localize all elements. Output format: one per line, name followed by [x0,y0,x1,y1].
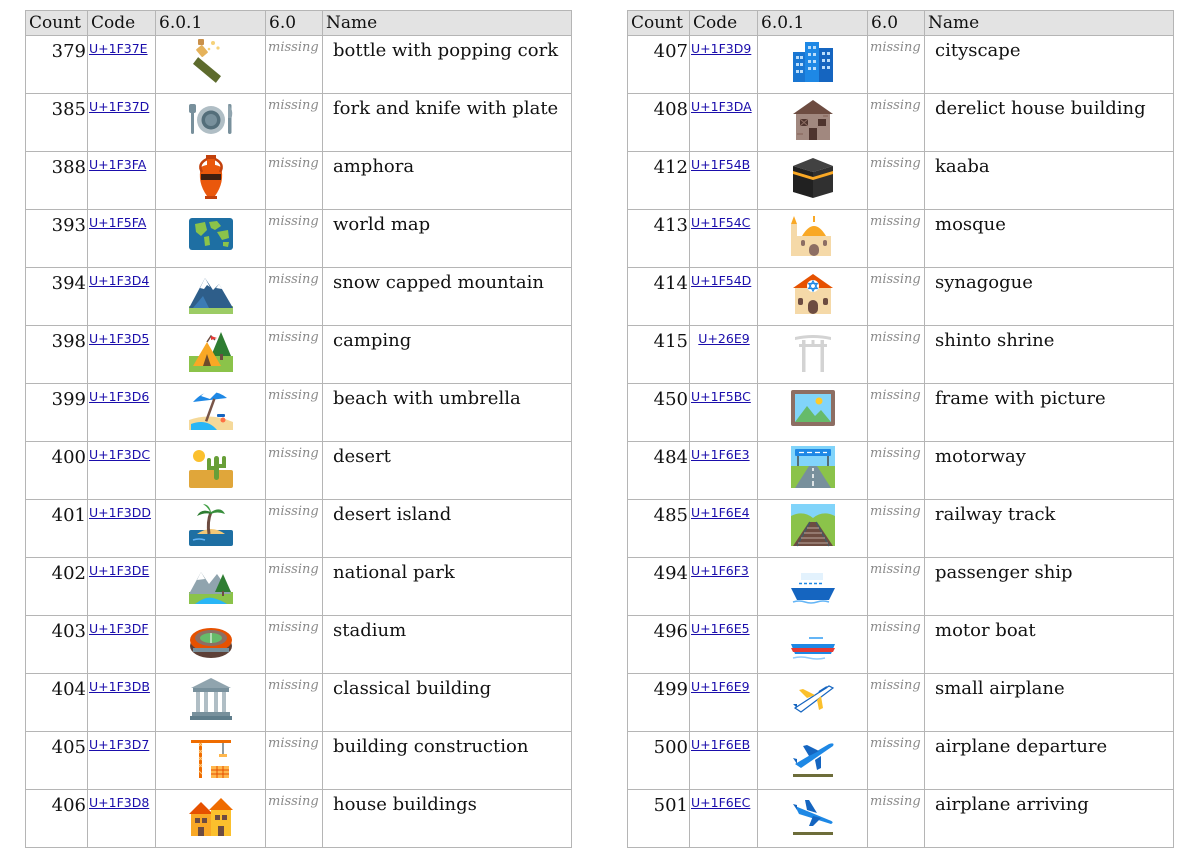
header-code: Code [690,11,758,36]
version-60-cell: missing [266,210,323,268]
emoji-image-cell [156,616,266,674]
header-code: Code [88,11,156,36]
code-link[interactable]: U+1F6E9 [691,679,750,694]
emoji-name-cell: stadium [323,616,572,674]
emoji-name-cell: railway track [925,500,1174,558]
code-cell [690,268,758,326]
code-cell [690,674,758,732]
code-cell [88,94,156,152]
desert-island-icon [187,500,235,548]
table-row [26,616,572,674]
table-row [628,500,1174,558]
version-60-cell: missing [868,268,925,326]
emoji-image-cell [156,384,266,442]
emoji-name-cell: airplane departure [925,732,1174,790]
version-60-cell: missing [868,94,925,152]
code-link[interactable]: U+1F3DD [89,505,151,520]
emoji-image-cell [156,558,266,616]
count-cell: 398 [26,326,88,384]
kaaba-icon [789,152,837,200]
version-60-cell: missing [266,500,323,558]
code-link[interactable]: U+1F3DB [89,679,150,694]
emoji-name-cell: derelict house building [925,94,1174,152]
count-cell: 408 [628,94,690,152]
count-cell: 388 [26,152,88,210]
classical-building-icon [187,674,235,722]
code-cell [88,326,156,384]
count-cell: 403 [26,616,88,674]
version-60-cell: missing [266,616,323,674]
count-cell: 405 [26,732,88,790]
table-row [26,674,572,732]
code-link[interactable]: U+1F5BC [691,389,751,404]
emoji-image-cell [156,732,266,790]
table-row [26,384,572,442]
code-cell [690,384,758,442]
emoji-name-cell: snow capped mountain [323,268,572,326]
small-airplane-icon [789,674,837,722]
version-60-cell: missing [266,94,323,152]
table-row [628,326,1174,384]
code-cell [690,326,758,384]
count-cell: 394 [26,268,88,326]
code-link[interactable]: U+1F54D [691,273,752,288]
count-cell: 404 [26,674,88,732]
version-60-cell: missing [868,558,925,616]
code-cell [88,674,156,732]
table-header-row [628,11,1174,36]
count-cell: 413 [628,210,690,268]
code-link[interactable]: U+1F54C [691,215,751,230]
count-cell: 385 [26,94,88,152]
emoji-name-cell: motorway [925,442,1174,500]
emoji-image-cell [758,94,868,152]
shinto-shrine-icon [789,326,837,374]
code-link[interactable]: U+1F3FA [89,157,147,172]
house-buildings-icon [187,790,235,838]
count-cell: 501 [628,790,690,848]
national-park-icon [187,558,235,606]
code-cell [690,152,758,210]
emoji-image-cell [758,326,868,384]
code-link[interactable]: U+1F3D9 [691,41,752,56]
count-cell: 450 [628,384,690,442]
code-link[interactable]: U+1F5FA [89,215,147,230]
count-cell: 412 [628,152,690,210]
emoji-name-cell: small airplane [925,674,1174,732]
count-cell: 485 [628,500,690,558]
motor-boat-icon [789,616,837,664]
count-cell: 494 [628,558,690,616]
count-cell: 401 [26,500,88,558]
emoji-name-cell: amphora [323,152,572,210]
derelict-house-icon [789,94,837,142]
emoji-name-cell: frame with picture [925,384,1174,442]
code-link[interactable]: U+1F6E5 [691,621,750,636]
mosque-icon [789,210,837,258]
emoji-image-cell [758,210,868,268]
version-60-cell: missing [266,732,323,790]
version-60-cell: missing [266,442,323,500]
table-row [26,268,572,326]
header-name: Name [925,11,1174,36]
code-link[interactable]: U+1F37D [89,99,150,114]
code-cell [88,732,156,790]
header-version-60: 6.0 [266,11,323,36]
emoji-image-cell [758,558,868,616]
framed-picture-icon [789,384,837,432]
version-60-cell: missing [868,384,925,442]
count-cell: 402 [26,558,88,616]
table-row [628,674,1174,732]
code-cell [690,442,758,500]
emoji-image-cell [156,152,266,210]
emoji-image-cell [156,442,266,500]
code-cell [88,210,156,268]
count-cell: 406 [26,790,88,848]
version-60-cell: missing [868,790,925,848]
emoji-name-cell: desert island [323,500,572,558]
code-cell [690,94,758,152]
emoji-image-cell [758,268,868,326]
code-link[interactable]: U+1F37E [89,41,148,56]
table-row [628,210,1174,268]
table-row [26,152,572,210]
table-row [628,36,1174,94]
emoji-image-cell [156,500,266,558]
table-row [628,94,1174,152]
emoji-name-cell: shinto shrine [925,326,1174,384]
code-cell [690,558,758,616]
table-row [26,36,572,94]
emoji-image-cell [758,152,868,210]
desert-icon [187,442,235,490]
emoji-name-cell: mosque [925,210,1174,268]
count-cell: 400 [26,442,88,500]
code-link[interactable]: U+1F3D5 [89,331,150,346]
table-row [628,152,1174,210]
count-cell: 500 [628,732,690,790]
emoji-image-cell [156,674,266,732]
code-cell [88,152,156,210]
count-cell: 499 [628,674,690,732]
code-link[interactable]: U+1F3DE [89,563,150,578]
code-link[interactable]: U+1F6EC [691,795,751,810]
code-cell [690,790,758,848]
emoji-image-cell [156,36,266,94]
code-cell [88,36,156,94]
emoji-name-cell: desert [323,442,572,500]
count-cell: 379 [26,36,88,94]
building-construction-icon [187,732,235,780]
emoji-name-cell: camping [323,326,572,384]
count-cell: 484 [628,442,690,500]
table-row [26,326,572,384]
emoji-image-cell [758,36,868,94]
emoji-name-cell: cityscape [925,36,1174,94]
emoji-name-cell: national park [323,558,572,616]
emoji-image-cell [156,790,266,848]
version-60-cell: missing [868,732,925,790]
emoji-image-cell [758,384,868,442]
code-cell [88,442,156,500]
emoji-name-cell: classical building [323,674,572,732]
version-60-cell: missing [266,152,323,210]
code-cell [690,732,758,790]
code-link[interactable]: U+1F3D4 [89,273,150,288]
motorway-icon [789,442,837,490]
emoji-image-cell [758,442,868,500]
code-link[interactable]: U+1F6EB [691,737,751,752]
header-version-601: 6.0.1 [156,11,266,36]
version-60-cell: missing [266,268,323,326]
fork-knife-plate-icon [187,94,235,142]
code-link[interactable]: U+1F3D6 [89,389,150,404]
version-60-cell: missing [266,326,323,384]
emoji-image-cell [758,674,868,732]
world-map-icon [187,210,235,258]
count-cell: 496 [628,616,690,674]
table-row [26,500,572,558]
table-row [26,210,572,268]
emoji-name-cell: airplane arriving [925,790,1174,848]
emoji-image-cell [156,210,266,268]
code-link[interactable]: U+1F3DF [89,621,149,636]
version-60-cell: missing [266,558,323,616]
version-60-cell: missing [868,442,925,500]
code-link[interactable]: U+1F6E4 [691,505,750,520]
table-row [26,558,572,616]
version-60-cell: missing [868,152,925,210]
code-link[interactable]: U+26E9 [698,331,750,346]
emoji-name-cell: kaaba [925,152,1174,210]
count-cell: 407 [628,36,690,94]
header-name: Name [323,11,572,36]
emoji-name-cell: bottle with popping cork [323,36,572,94]
table-row [628,616,1174,674]
version-60-cell: missing [868,210,925,268]
stadium-icon [187,616,235,664]
version-60-cell: missing [868,674,925,732]
count-cell: 415 [628,326,690,384]
emoji-name-cell: building construction [323,732,572,790]
emoji-image-cell [758,790,868,848]
code-link[interactable]: U+1F3D8 [89,795,150,810]
table-row [628,790,1174,848]
code-cell [690,210,758,268]
table-row [26,94,572,152]
code-cell [88,558,156,616]
header-version-601: 6.0.1 [758,11,868,36]
emoji-name-cell: beach with umbrella [323,384,572,442]
emoji-image-cell [156,326,266,384]
code-link[interactable]: U+1F54B [691,157,751,172]
railway-track-icon [789,500,837,548]
code-link[interactable]: U+1F3DA [691,99,752,114]
code-link[interactable]: U+1F6F3 [691,563,749,578]
snow-capped-mountain-icon [187,268,235,316]
count-cell: 399 [26,384,88,442]
table-row [26,732,572,790]
code-cell [690,36,758,94]
code-cell [88,268,156,326]
emoji-name-cell: motor boat [925,616,1174,674]
bottle-popping-cork-icon [187,36,235,84]
emoji-image-cell [156,268,266,326]
code-cell [88,500,156,558]
table-row [628,384,1174,442]
synagogue-icon [789,268,837,316]
header-version-60: 6.0 [868,11,925,36]
table-row [26,790,572,848]
airplane-departure-icon [789,732,837,780]
cityscape-icon [789,36,837,84]
table-row [628,442,1174,500]
camping-icon [187,326,235,374]
version-60-cell: missing [868,36,925,94]
code-cell [88,616,156,674]
emoji-table-left [25,10,572,848]
count-cell: 414 [628,268,690,326]
beach-umbrella-icon [187,384,235,432]
code-link[interactable]: U+1F6E3 [691,447,750,462]
version-60-cell: missing [868,500,925,558]
version-60-cell: missing [266,674,323,732]
version-60-cell: missing [266,384,323,442]
header-count: Count [628,11,690,36]
code-cell [88,790,156,848]
emoji-name-cell: house buildings [323,790,572,848]
emoji-image-cell [758,732,868,790]
emoji-image-cell [156,94,266,152]
passenger-ship-icon [789,558,837,606]
header-count: Count [26,11,88,36]
table-header-row [26,11,572,36]
emoji-table-right [627,10,1174,848]
emoji-name-cell: synagogue [925,268,1174,326]
amphora-icon [187,152,235,200]
version-60-cell: missing [868,616,925,674]
airplane-arriving-icon [789,790,837,838]
emoji-name-cell: fork and knife with plate [323,94,572,152]
emoji-image-cell [758,500,868,558]
table-row [26,442,572,500]
code-link[interactable]: U+1F3DC [89,447,151,462]
version-60-cell: missing [868,326,925,384]
count-cell: 393 [26,210,88,268]
emoji-name-cell: passenger ship [925,558,1174,616]
version-60-cell: missing [266,790,323,848]
code-cell [690,500,758,558]
code-link[interactable]: U+1F3D7 [89,737,150,752]
code-cell [690,616,758,674]
code-cell [88,384,156,442]
table-row [628,558,1174,616]
table-row [628,732,1174,790]
table-row [628,268,1174,326]
emoji-name-cell: world map [323,210,572,268]
version-60-cell: missing [266,36,323,94]
emoji-image-cell [758,616,868,674]
